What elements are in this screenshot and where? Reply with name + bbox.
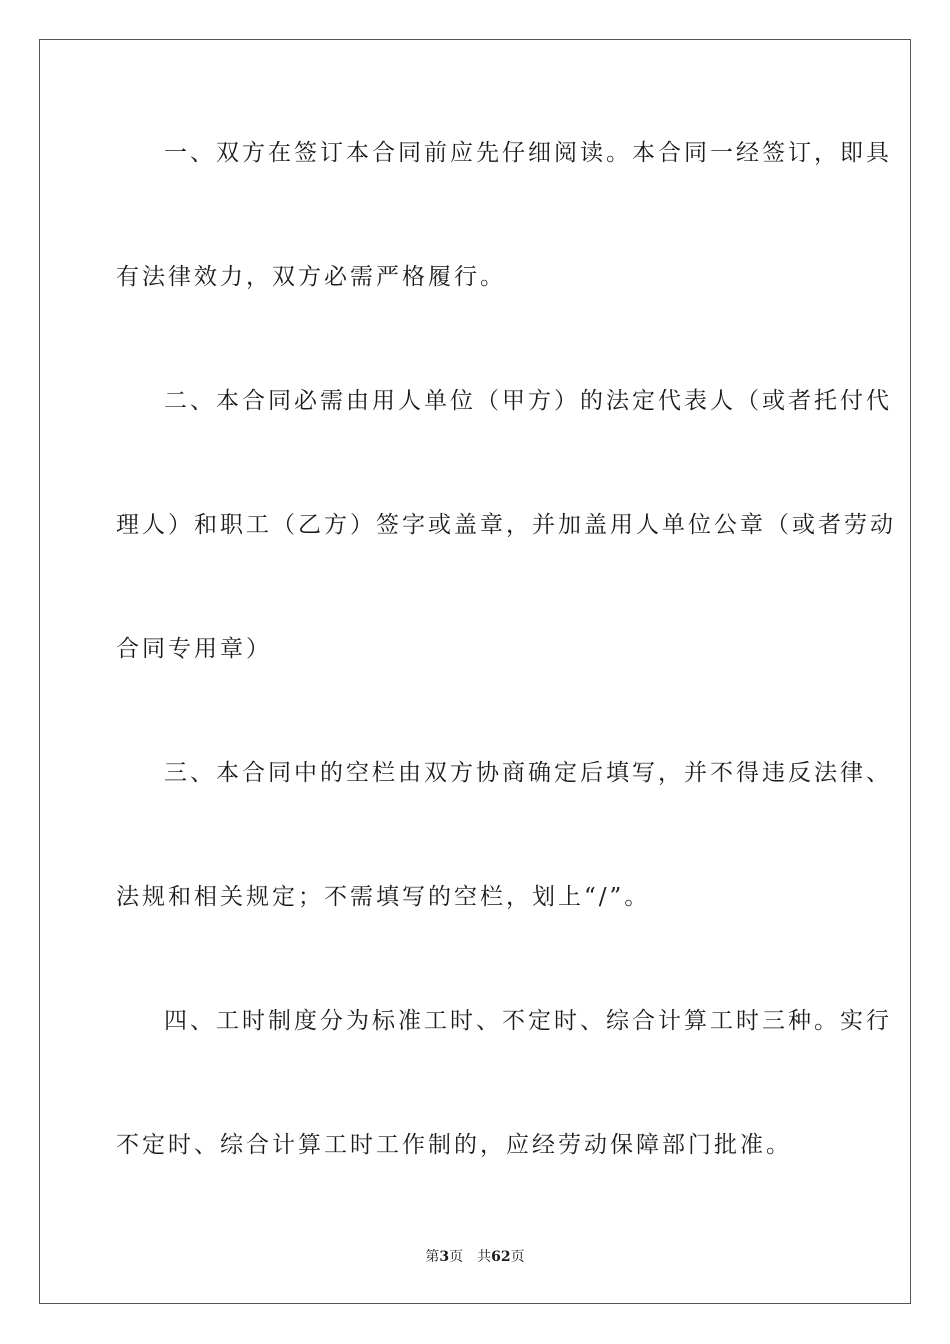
page-border xyxy=(39,39,911,1304)
total-prefix: 共 xyxy=(477,1249,492,1265)
total-pages: 62 xyxy=(491,1249,511,1265)
paragraph-4-line-2: 不定时、综合计算工时工作制的，应经劳动保障部门批准。 xyxy=(116,1132,792,1158)
paragraph-1-line-1: 一、双方在签订本合同前应先仔细阅读。本合同一经签订，即具 xyxy=(164,140,892,166)
page-suffix: 页 xyxy=(449,1249,464,1265)
total-suffix: 页 xyxy=(510,1249,525,1265)
paragraph-1-line-2: 有法律效力，双方必需严格履行。 xyxy=(116,264,506,290)
paragraph-4-line-1: 四、工时制度分为标准工时、不定时、综合计算工时三种。实行 xyxy=(164,1008,892,1034)
paragraph-3-line-1: 三、本合同中的空栏由双方协商确定后填写，并不得违反法律、 xyxy=(164,760,892,786)
page-footer xyxy=(0,1248,950,1266)
paragraph-2-line-3: 合同专用章） xyxy=(116,636,272,662)
paragraph-3-line-2: 法规和相关规定；不需填写的空栏，划上“/”。 xyxy=(116,884,651,910)
paragraph-2-line-1: 二、本合同必需由用人单位（甲方）的法定代表人（或者托付代 xyxy=(164,388,892,414)
paragraph-2-line-2: 理人）和职工（乙方）签字或盖章，并加盖用人单位公章（或者劳动 xyxy=(116,512,896,538)
page-number: 3 xyxy=(439,1249,450,1265)
page-prefix: 第 xyxy=(425,1249,440,1265)
